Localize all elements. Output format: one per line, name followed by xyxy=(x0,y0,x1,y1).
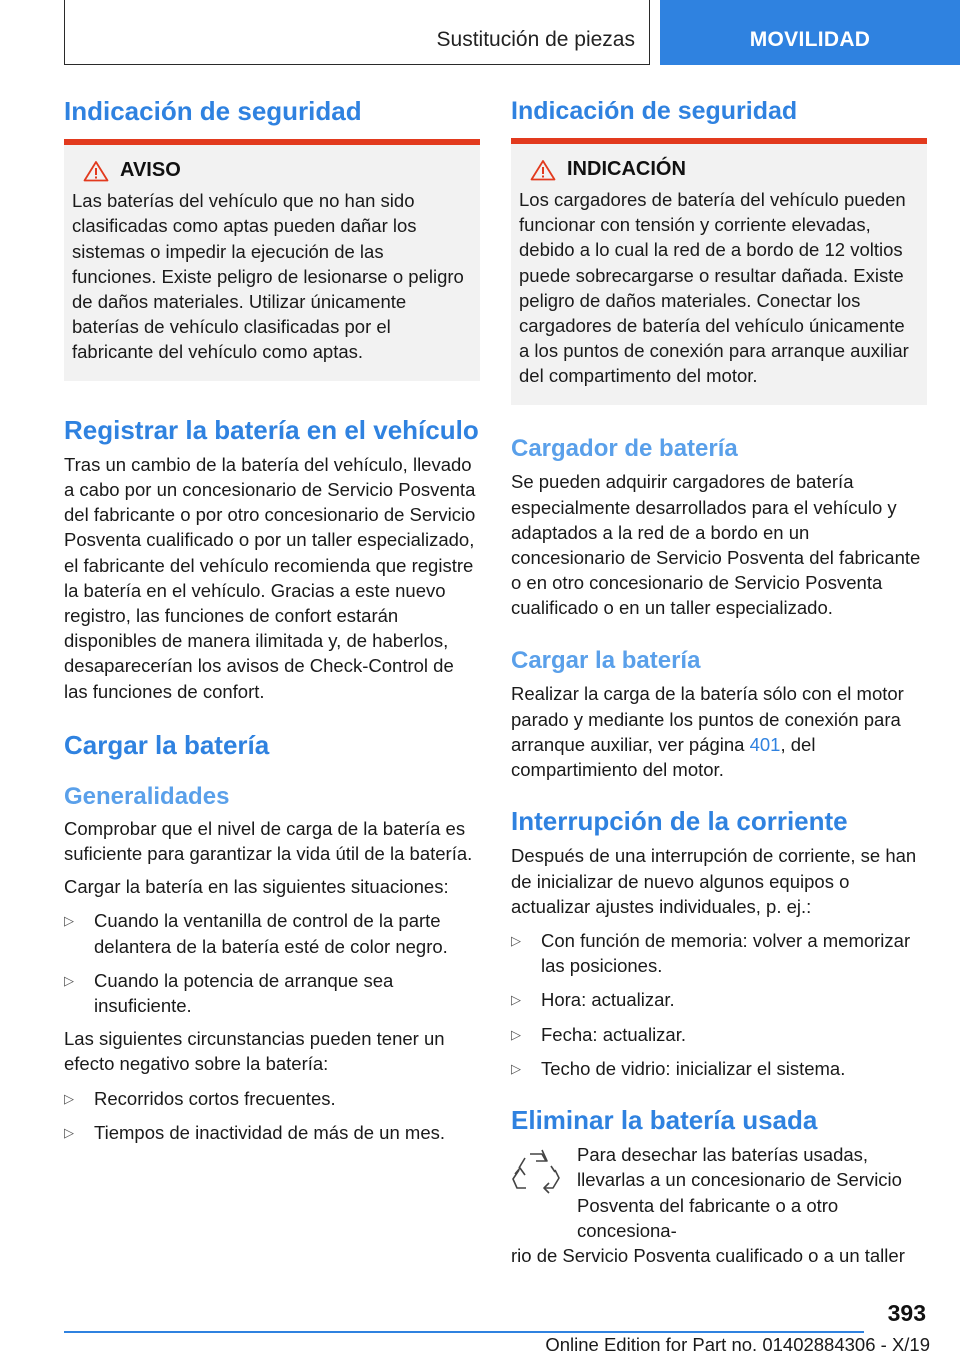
header-section-box xyxy=(64,0,650,65)
list-item: ▷ Cuando la potencia de arranque sea insuficiente. xyxy=(64,968,480,1018)
bullet-triangle-icon: ▷ xyxy=(511,933,521,949)
charger-heading: Cargador de batería xyxy=(511,434,738,462)
bullet-triangle-icon: ▷ xyxy=(64,913,74,929)
right-warning-title: INDICACIÓN xyxy=(567,158,686,180)
footer-edition: Online Edition for Part no. 01402884306 - X/19 xyxy=(545,1334,930,1355)
disposal-text-cont: rio de Servicio Posventa cualificado o a un taller xyxy=(511,1245,905,1267)
page-401-link[interactable]: 401 xyxy=(749,733,781,755)
right-warning-text: Los cargadores de batería del vehículo pueden funcionar con tensión y corriente elevadas, debido a lo cual la red de a bordo de 12 voltios puede sobrecargarse o resultar dañada. Existe peligro de daños materiales. Conectar los cargadores de batería del vehículo únicamente a los puntos de conexión para arranque auxiliar del compartimento del motor. xyxy=(519,189,909,387)
list-item: ▷ Techo de vidrio: inicializar el sistema. xyxy=(511,1056,927,1081)
bullet-triangle-icon: ▷ xyxy=(511,992,521,1008)
header-chapter-label: MOVILIDAD xyxy=(749,28,871,51)
left-warning-text: Las baterías del vehículo que no han sido clasificadas como aptas pueden dañar los sistemas o impedir la ejecución de las funciones. Existe peligro de lesionarse o peligro de daños materiales. Utilizar únicamente baterías de vehículo clasificadas por el fabricante del vehículo como aptas. xyxy=(72,190,464,363)
interruption-list xyxy=(511,928,927,1081)
left-safety-heading: Indicación de seguridad xyxy=(64,96,362,126)
recycle-icon xyxy=(511,1142,577,1203)
right-safety-heading: Indicación de seguridad xyxy=(511,97,798,125)
list-item: ▷ Hora: actualizar. xyxy=(511,987,927,1012)
bullet-triangle-icon: ▷ xyxy=(64,972,74,988)
right-charge-text: Realizar la carga de la batería sólo con el motor parado y mediante los puntos de conexión para arranque auxiliar, ver página 401, del compartimiento del motor. xyxy=(511,683,904,781)
right-warning-box xyxy=(511,144,927,405)
general-subheading: Generalidades xyxy=(64,783,230,811)
warning-triangle-icon xyxy=(519,159,567,181)
register-heading: Registrar la batería en el vehículo xyxy=(64,414,479,445)
charge-situations-list xyxy=(64,908,480,1018)
negative-effects-list xyxy=(64,1086,480,1145)
list-item: ▷ Recorridos cortos frecuentes. xyxy=(64,1086,480,1111)
right-charge-heading: Cargar la batería xyxy=(511,646,701,674)
interruption-heading: Interrupción de la corriente xyxy=(511,806,848,837)
disposal-block xyxy=(511,1142,927,1243)
left-column xyxy=(64,96,480,1145)
register-text: Tras un cambio de la batería del vehículo, llevado a cabo por un concesionario de Servicio Posventa del fabricante o por otro concesionario de Servicio Posventa cualificado o por un taller especializado, el fabricante del vehículo recomienda que registre la batería en el vehículo. Gracias a este nuevo registro, las funciones de confort estarán disponibles de manera ilimitada y, de haberlos, desaparecerían los avisos de Check-Control de las funciones de confort. xyxy=(64,453,476,702)
left-warning-box xyxy=(64,145,480,380)
left-warning-title: AVISO xyxy=(120,159,181,182)
interruption-text: Después de una interrupción de corriente, se han de inicializar de nuevo algunos equipos o actualizar ajustes individuales, p. ej.: xyxy=(511,845,917,917)
charge-p2: Cargar la batería en las siguientes situaciones: xyxy=(64,876,449,898)
list-item: ▷ Fecha: actualizar. xyxy=(511,1022,927,1047)
list-item: ▷ Cuando la ventanilla de control de la parte delantera de la batería esté de color negro. xyxy=(64,908,480,958)
bullet-triangle-icon: ▷ xyxy=(64,1124,74,1140)
right-column xyxy=(511,96,927,1268)
charger-text: Se pueden adquirir cargadores de batería especialmente desarrollados para el vehículo y adaptados a la red de a bordo en un concesionario de Servicio Posventa del fabricante o en otro concesionario de Servicio Posventa cualificado o en un taller especializado. xyxy=(511,471,921,619)
list-item: ▷ Con función de memoria: volver a memorizar las posiciones. xyxy=(511,928,927,978)
disposal-text-icon: Para desechar las baterías usadas, llevarlas a un concesionario de Servicio Posventa del fabricante o a otro concesiona- xyxy=(577,1144,902,1241)
page-number: 393 xyxy=(887,1300,926,1326)
footer-rule xyxy=(64,1331,864,1333)
charge-heading: Cargar la batería xyxy=(64,729,270,760)
bullet-triangle-icon: ▷ xyxy=(511,1026,521,1042)
header-chapter-tab[interactable] xyxy=(660,0,960,65)
charge-p3: Las siguientes circunstancias pueden tener un efecto negativo sobre la batería: xyxy=(64,1028,445,1075)
header-section-label: Sustitución de piezas xyxy=(436,28,635,51)
bullet-triangle-icon: ▷ xyxy=(511,1060,521,1076)
bullet-triangle-icon: ▷ xyxy=(64,1090,74,1106)
list-item: ▷ Tiempos de inactividad de más de un mes. xyxy=(64,1120,480,1145)
warning-triangle-icon xyxy=(72,160,120,182)
disposal-heading: Eliminar la batería usada xyxy=(511,1105,818,1136)
charge-p1: Comprobar que el nivel de carga de la batería es suficiente para garantizar la vida útil de la batería. xyxy=(64,817,473,865)
